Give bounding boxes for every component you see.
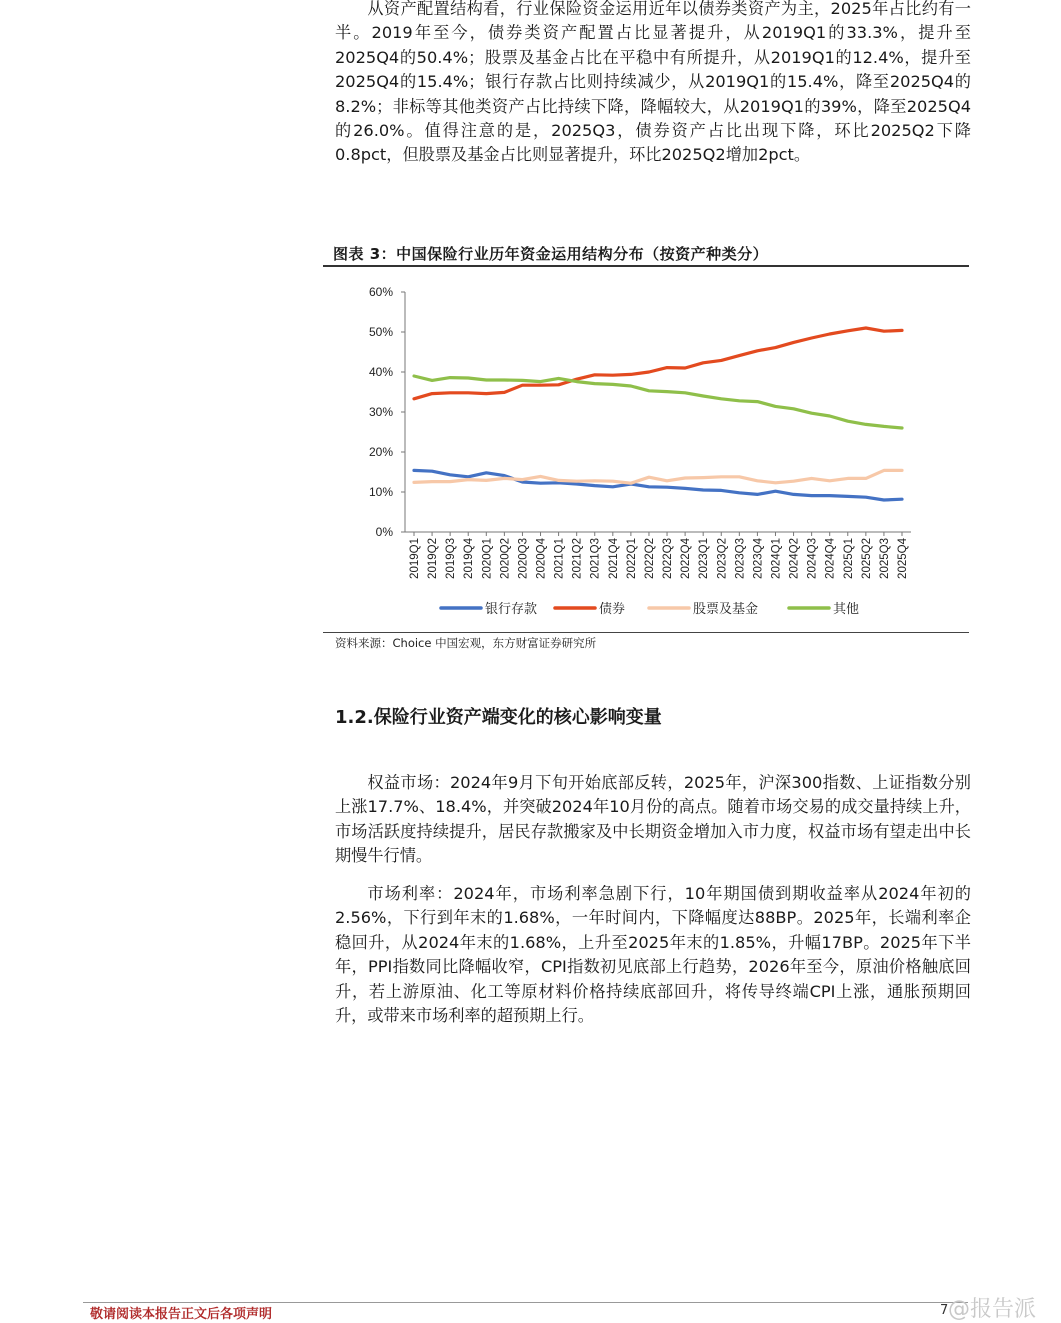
page-number: 7	[940, 1303, 949, 1318]
watermark: @报告派	[948, 1297, 1037, 1322]
x-tick-label: 2021Q1	[553, 538, 566, 579]
y-tick-label: 60%	[368, 285, 393, 299]
figure-source: 资料来源：Choice 中国宏观，东方财富证券研究所	[335, 636, 597, 650]
y-tick-label: 50%	[368, 325, 393, 339]
x-tick-label: 2025Q1	[842, 538, 855, 579]
x-tick-label: 2019Q2	[427, 538, 440, 579]
legend-label-0: 银行存款	[485, 602, 538, 617]
x-tick-label: 2022Q3	[662, 538, 675, 579]
legend-label-3: 其他	[833, 602, 860, 617]
figure-top-rule	[323, 265, 969, 267]
x-tick-label: 2023Q3	[734, 538, 747, 579]
market-rate-paragraph: 市场利率：2024年，市场利率急剧下行，10年期国债到期收益率从2024年初的2.56%，下行到年末的1.68%，一年时间内，下降幅度达88BP。2025年，长端利率企稳回升，从2024年末的1.68%，上升至2025年末的1.85%，升幅17BP。2025年下半年，PPI指数同比降幅收窄，CPI指数初见底部上行趋势，2026年至今，原油价格触底回升，若上游原油、化工等原材料价格持续底部回升，将传导终端CPI上涨，通胀预期回升，或带来市场利率的超预期上行。	[335, 884, 971, 1026]
x-tick-label: 2021Q2	[571, 538, 584, 579]
y-tick-label: 0%	[375, 525, 393, 539]
x-tick-label: 2019Q1	[409, 538, 421, 579]
asset-allocation-line-chart	[323, 270, 969, 632]
x-tick-label: 2024Q2	[788, 538, 801, 579]
x-tick-label: 2019Q3	[445, 538, 458, 579]
x-tick-label: 2024Q4	[824, 538, 837, 579]
x-tick-label: 2022Q4	[680, 538, 693, 579]
x-tick-label: 2023Q1	[698, 538, 711, 579]
x-tick-label: 2019Q4	[463, 538, 476, 579]
footer-disclaimer: 敬请阅读本报告正文后各项声明	[90, 1307, 273, 1322]
figure-title: 图表 3：中国保险行业历年资金运用结构分布（按资产种类分）	[333, 245, 769, 263]
x-tick-label: 2020Q2	[499, 538, 512, 579]
x-tick-label: 2020Q3	[517, 538, 530, 579]
x-tick-label: 2023Q4	[752, 538, 765, 579]
x-tick-label: 2022Q2	[643, 538, 656, 579]
x-tick-label: 2025Q4	[897, 538, 909, 579]
x-tick-label: 2024Q1	[770, 538, 783, 579]
x-tick-label: 2021Q4	[607, 538, 620, 579]
y-tick-label: 20%	[368, 445, 393, 459]
x-tick-label: 2023Q2	[716, 538, 729, 579]
series-line-1	[414, 328, 902, 399]
equity-market-paragraph: 权益市场：2024年9月下旬开始底部反转，2025年，沪深300指数、上证指数分别上涨17.7%、18.4%，并突破2024年10月份的高点。随着市场交易的成交量持续上升，市场活跃度持续提升，居民存款搬家及中长期资金增加入市力度，权益市场有望走出中长期慢牛行情。	[335, 773, 971, 866]
x-tick-label: 2024Q3	[806, 538, 819, 579]
x-tick-label: 2020Q1	[481, 538, 494, 579]
x-tick-label: 2025Q2	[860, 538, 873, 579]
x-tick-label: 2021Q3	[589, 538, 602, 579]
x-tick-label: 2020Q4	[535, 538, 548, 579]
figure-bottom-rule	[323, 632, 969, 633]
y-tick-label: 30%	[368, 405, 393, 419]
y-tick-label: 10%	[368, 485, 393, 499]
series-line-0	[414, 470, 902, 500]
legend-label-2: 股票及基金	[693, 602, 759, 617]
x-tick-label: 2022Q1	[625, 538, 638, 579]
series-line-3	[414, 376, 902, 428]
y-tick-label: 40%	[368, 365, 393, 379]
legend-label-1: 债券	[599, 602, 626, 617]
intro-paragraph: 从资产配置结构看，行业保险资金运用近年以债券类资产为主，2025年占比约有一半。2019年至今，债券类资产配置占比显著提升，从2019Q1的33.3%，提升至2025Q4的50.4%；股票及基金占比在平稳中有所提升，从2019Q1的12.4%，提升至2025Q4的15.4%；银行存款占比则持续减少，从2019Q1的15.4%，降至2025Q4的8.2%；非标等其他类资产占比持续下降，降幅较大，从2019Q1的39%，降至2025Q4的26.0%。值得注意的是，2025Q3，债券资产占比出现下降，环比2025Q2下降0.8pct，但股票及基金占比则显著提升，环比2025Q2增加2pct。	[335, 0, 971, 165]
section-title: 1.2.保险行业资产端变化的核心影响变量	[335, 707, 662, 728]
x-tick-label: 2025Q3	[878, 538, 891, 579]
